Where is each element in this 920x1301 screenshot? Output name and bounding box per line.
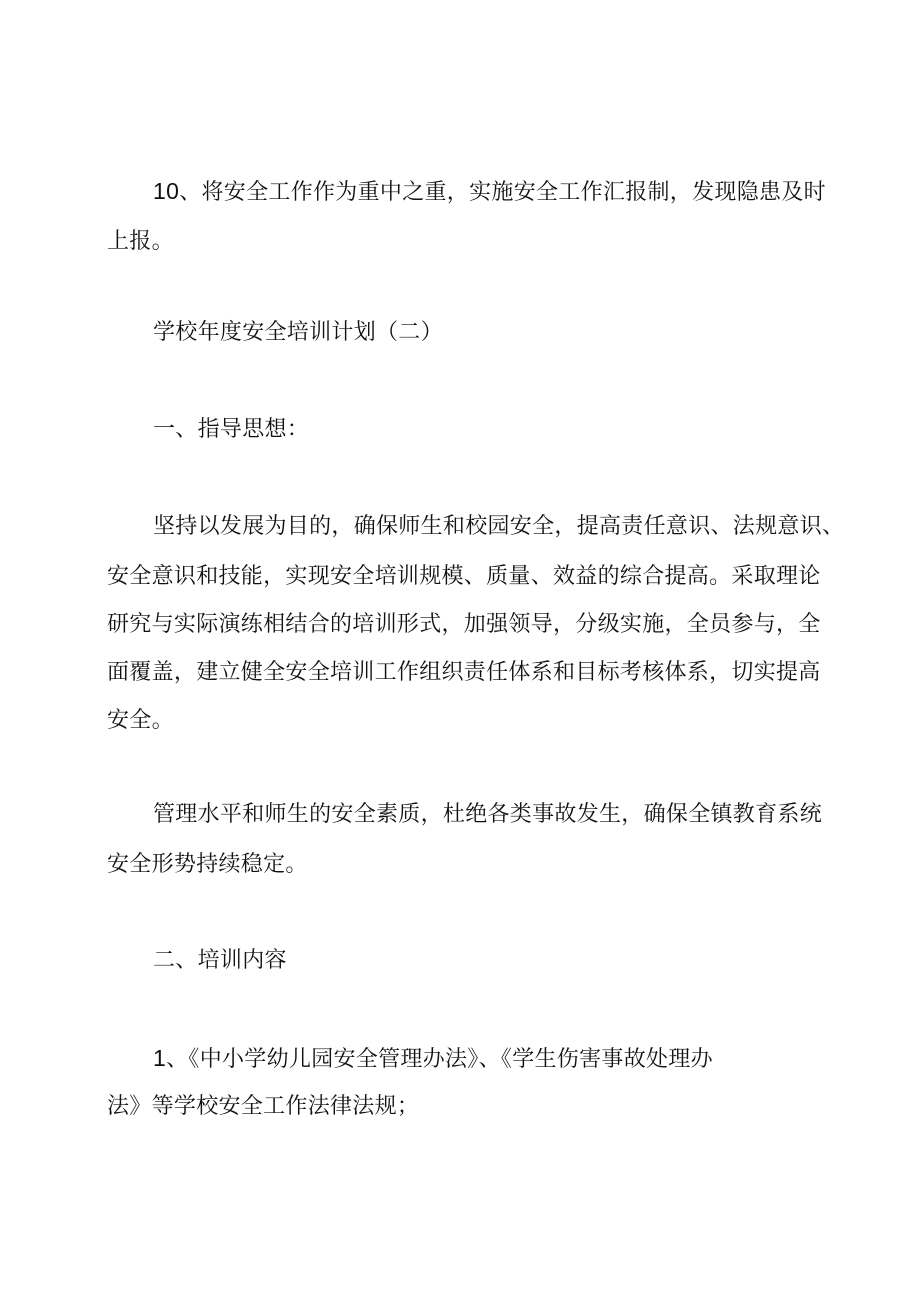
item-10-text: 、将安全工作作为重中之重，实施安全工作汇报制，发现隐患及时	[179, 180, 826, 205]
para-1-line-1: 坚持以发展为目的，确保师生和校园安全，提高责任意识、法规意识、	[153, 514, 845, 539]
para-1-line-4: 面覆盖，建立健全安全培训工作组织责任体系和目标考核体系，切实提高	[107, 660, 821, 685]
item-10-number: 10	[153, 178, 180, 204]
item-1-text: 、《中小学幼儿园安全管理办法》、《学生伤害事故处理办	[166, 1047, 713, 1072]
section-1-heading: 一、指导思想：	[153, 417, 310, 442]
item-1-line-1	[153, 1043, 713, 1075]
item-1-number: 1	[153, 1045, 167, 1071]
item-1-line-2: 法》等学校安全工作法律法规；	[107, 1094, 420, 1119]
para-1-line-2: 安全意识和技能，实现安全培训规模、质量、效益的综合提高。采取理论	[107, 564, 821, 589]
section-2-heading: 二、培训内容	[153, 948, 287, 973]
para-1-line-3: 研究与实际演练相结合的培训形式，加强领导，分级实施，全员参与，全	[107, 612, 821, 637]
document-subtitle: 学校年度安全培训计划（二）	[153, 320, 443, 345]
para-1-line-5: 安全。	[107, 708, 174, 733]
para-2-line-2: 安全形势持续稳定。	[107, 852, 308, 877]
item-10-line-1	[153, 176, 826, 208]
item-10-line-2: 上报。	[107, 229, 174, 254]
para-2-line-1: 管理水平和师生的安全素质，杜绝各类事故发生，确保全镇教育系统	[153, 802, 823, 827]
